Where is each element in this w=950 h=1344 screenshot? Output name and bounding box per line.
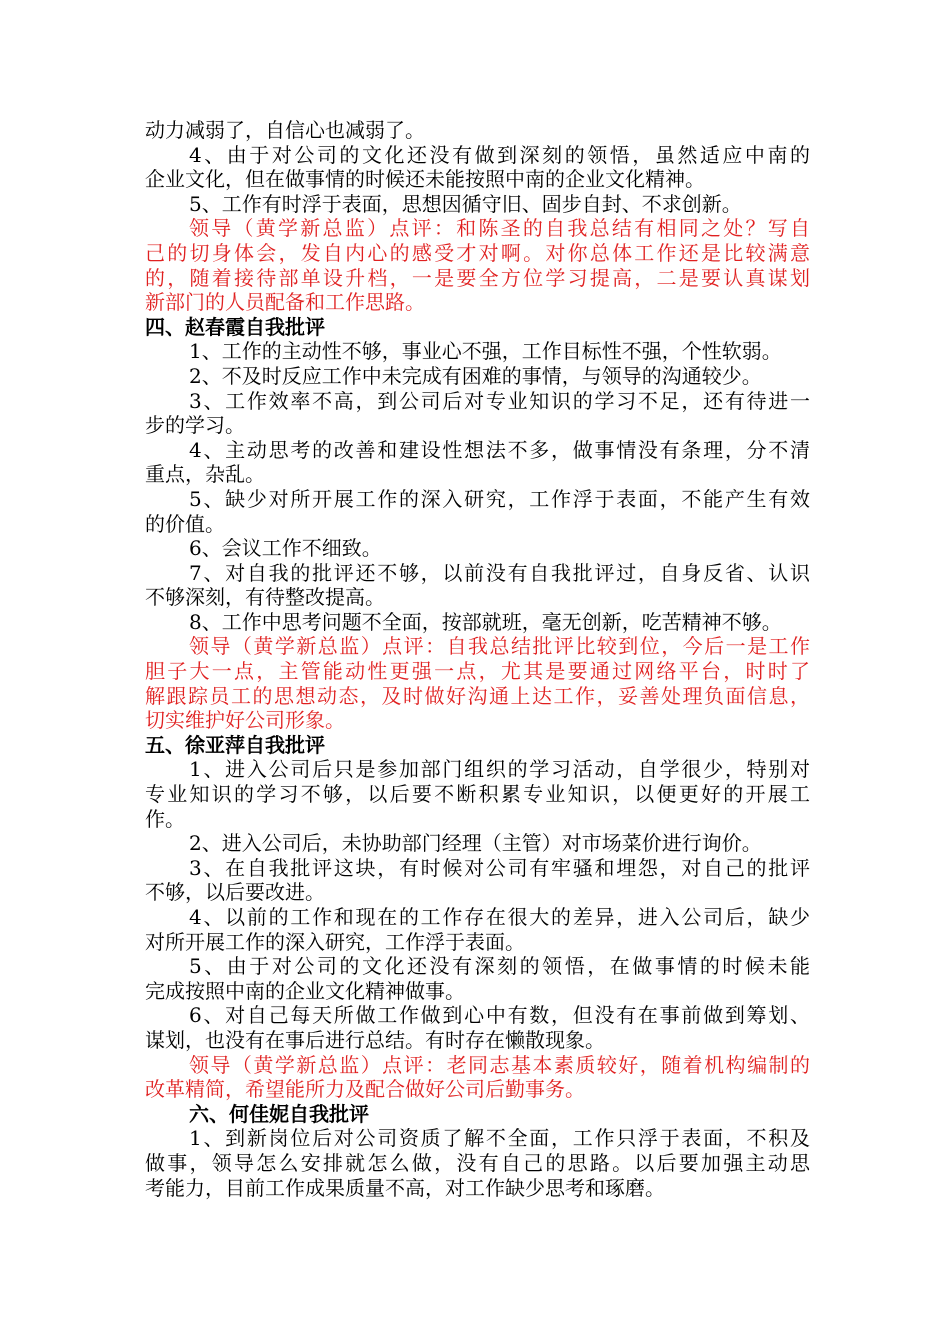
text-line: 6、对自己每天所做工作做到心中有数，但没有在事前做到筹划、 — [189, 1003, 810, 1028]
text-line: 完成按照中南的企业文化精神做事。 — [145, 978, 465, 1003]
text-line: 6、会议工作不细致。 — [189, 536, 382, 561]
review-comment-line: 解跟踪员工的思想动态，及时做好沟通上达工作，妥善处理负面信息， — [145, 683, 810, 708]
review-comment-line: 新部门的人员配备和工作思路。 — [145, 290, 425, 315]
text-line: 2、进入公司后，未协助部门经理（主管）对市场菜价进行询价。 — [189, 831, 762, 856]
text-line: 不够深刻，有待整改提高。 — [145, 585, 385, 610]
text-line: 1、到新岗位后对公司资质了解不全面，工作只浮于表面，不积及 — [189, 1126, 810, 1151]
text-line: 1、工作的主动性不够，事业心不强，工作目标性不强，个性软弱。 — [189, 339, 782, 364]
text-line: 动力减弱了，自信心也减弱了。 — [145, 118, 425, 142]
text-line: 谋划，也没有在事后进行总结。有时存在懒散现象。 — [145, 1027, 605, 1052]
review-comment-line: 领导（黄学新总监）点评：老同志基本素质较好，随着机构编制的 — [189, 1052, 810, 1077]
review-comment-line: 领导（黄学新总监）点评：自我总结批评比较到位，今后一是工作 — [189, 634, 810, 659]
text-line: 4、由于对公司的文化还没有做到深刻的领悟，虽然适应中南的 — [189, 142, 810, 167]
review-comment-line: 己的切身体会，发自内心的感受才对啊。对你总体工作还是比较满意 — [145, 240, 810, 265]
text-line: 不够，以后要改进。 — [145, 880, 325, 905]
review-comment-line: 的，随着接待部单设升档，一是要全方位学习提高，二是要认真谋划 — [145, 265, 810, 290]
text-line: 的价值。 — [145, 511, 225, 536]
text-line: 5、由于对公司的文化还没有深刻的领悟，在做事情的时候未能 — [189, 954, 810, 979]
text-line: 5、工作有时浮于表面，思想因循守旧、固步自封、不求创新。 — [189, 191, 742, 216]
text-line: 4、主动思考的改善和建设性想法不多，做事情没有条理，分不清 — [189, 437, 810, 462]
section-heading: 五、徐亚萍自我批评 — [145, 732, 325, 757]
text-line: 5、缺少对所开展工作的深入研究，工作浮于表面，不能产生有效 — [189, 486, 810, 511]
text-line: 考能力，目前工作成果质量不高，对工作缺少思考和琢磨。 — [145, 1175, 665, 1200]
text-line: 企业文化，但在做事情的时候还未能按照中南的企业文化精神。 — [145, 167, 705, 192]
review-comment-line: 切实维护好公司形象。 — [145, 708, 345, 733]
text-line: 做事，领导怎么安排就怎么做，没有自己的思路。以后要加强主动思 — [145, 1150, 810, 1175]
text-line: 步的学习。 — [145, 413, 245, 438]
text-line: 8、工作中思考问题不全面，按部就班，毫无创新，吃苦精神不够。 — [189, 609, 782, 634]
text-line: 1、进入公司后只是参加部门组织的学习活动，自学很少，特别对 — [189, 757, 810, 782]
text-line: 3、在自我批评这块，有时候对公司有牢骚和埋怨，对自己的批评 — [189, 855, 810, 880]
text-line: 专业知识的学习不够，以后要不断积累专业知识，以便更好的开展工 — [145, 782, 810, 807]
text-line: 3、工作效率不高，到公司后对专业知识的学习不足，还有待进一 — [189, 388, 810, 413]
review-comment-line: 胆子大一点，主管能动性更强一点，尤其是要通过网络平台，时时了 — [145, 659, 810, 684]
section-heading: 四、赵春霞自我批评 — [145, 314, 325, 339]
text-line: 重点，杂乱。 — [145, 462, 265, 487]
text-line: 对所开展工作的深入研究，工作浮于表面。 — [145, 929, 525, 954]
review-comment-line: 领导（黄学新总监）点评：和陈圣的自我总结有相同之处？写自 — [189, 216, 810, 241]
section-heading: 六、何佳妮自我批评 — [189, 1101, 369, 1126]
text-line: 2、不及时反应工作中未完成有困难的事情，与领导的沟通较少。 — [189, 363, 762, 388]
text-line: 7、对自我的批评还不够，以前没有自我批评过，自身反省、认识 — [189, 560, 810, 585]
text-line: 作。 — [145, 806, 185, 831]
review-comment-line: 改革精简，希望能所力及配合做好公司后勤事务。 — [145, 1077, 585, 1102]
document-body — [145, 118, 810, 1200]
text-line: 4、以前的工作和现在的工作存在很大的差异，进入公司后，缺少 — [189, 905, 810, 929]
